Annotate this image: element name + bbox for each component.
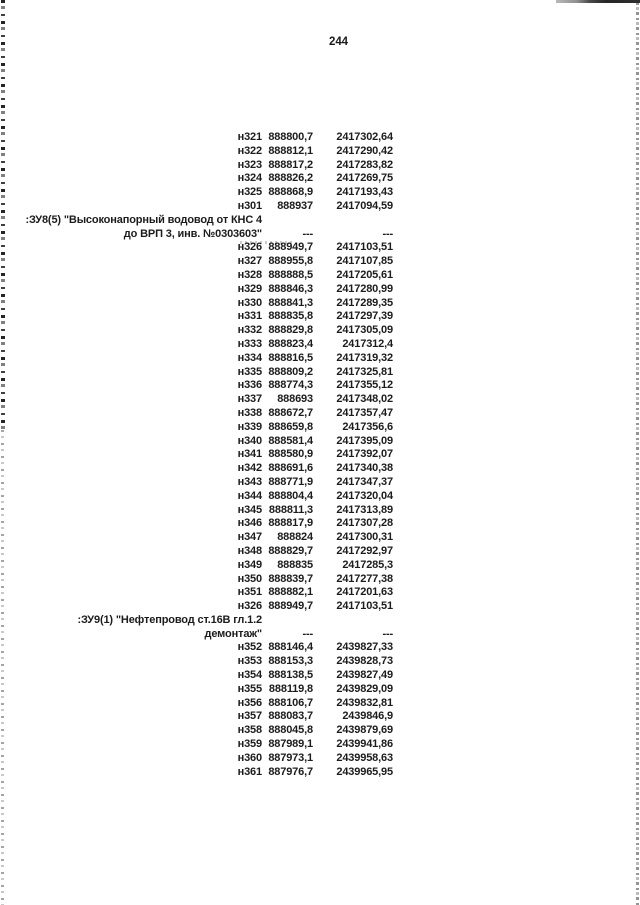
point-label: н350 bbox=[237, 572, 262, 585]
x-coordinate: 888809,2 bbox=[268, 365, 313, 378]
table-row bbox=[0, 214, 393, 242]
table-row bbox=[0, 614, 393, 642]
point-label: н349 bbox=[237, 558, 262, 571]
y-coordinate: 2417297,39 bbox=[336, 310, 393, 323]
table-row bbox=[0, 145, 393, 159]
x-coordinate: 888823,4 bbox=[268, 337, 313, 350]
x-coordinate: 888846,3 bbox=[268, 282, 313, 295]
table-row bbox=[0, 338, 393, 352]
point-label: н328 bbox=[237, 268, 262, 281]
point-label: н357 bbox=[237, 710, 262, 723]
y-coordinate: 2417313,89 bbox=[336, 503, 393, 516]
point-label: н332 bbox=[237, 324, 262, 337]
y-coordinate: 2417277,38 bbox=[336, 572, 393, 585]
y-coordinate: 2417312,4 bbox=[342, 337, 393, 350]
x-coordinate: 888949,7 bbox=[268, 600, 313, 613]
y-coordinate: 2417283,82 bbox=[336, 158, 393, 171]
table-row bbox=[0, 200, 393, 214]
point-label: н335 bbox=[237, 365, 262, 378]
x-coordinate: 888693 bbox=[277, 393, 313, 406]
point-label: н355 bbox=[237, 682, 262, 695]
x-coordinate: 887973,1 bbox=[268, 751, 313, 764]
x-coordinate: 888804,4 bbox=[268, 489, 313, 502]
point-label: н341 bbox=[237, 448, 262, 461]
y-coordinate: 2417319,32 bbox=[336, 351, 393, 364]
x-coordinate: --- bbox=[302, 227, 313, 240]
point-label: н327 bbox=[237, 255, 262, 268]
point-label: н333 bbox=[237, 337, 262, 350]
point-label: н359 bbox=[237, 738, 262, 751]
x-coordinate: 888835,8 bbox=[268, 310, 313, 323]
x-coordinate: 888659,8 bbox=[268, 420, 313, 433]
point-label: н301 bbox=[237, 199, 262, 212]
y-coordinate: 2417347,37 bbox=[336, 475, 393, 488]
point-label: н342 bbox=[237, 462, 262, 475]
y-coordinate: 2417094,59 bbox=[336, 199, 393, 212]
point-label: н338 bbox=[237, 406, 262, 419]
table-row bbox=[0, 738, 393, 752]
x-coordinate: 887989,1 bbox=[268, 738, 313, 751]
y-coordinate: --- bbox=[382, 227, 393, 240]
point-label: :ЗУ9(1) "Нефтепровод ст.16В гл.1.2 демонтаж" bbox=[77, 613, 262, 640]
point-label: н358 bbox=[237, 724, 262, 737]
y-coordinate: 2417340,38 bbox=[336, 462, 393, 475]
x-coordinate: 888937 bbox=[277, 199, 313, 212]
table-row bbox=[0, 407, 393, 421]
y-coordinate: 2439828,73 bbox=[336, 655, 393, 668]
table-row bbox=[0, 559, 393, 573]
x-coordinate: 888138,5 bbox=[268, 669, 313, 682]
y-coordinate: 2417285,3 bbox=[342, 558, 393, 571]
point-label: н360 bbox=[237, 751, 262, 764]
x-coordinate: 888888,5 bbox=[268, 268, 313, 281]
point-label: н321 bbox=[237, 131, 262, 143]
table-row bbox=[0, 283, 393, 297]
table-row bbox=[0, 352, 393, 366]
y-coordinate: 2417325,81 bbox=[336, 365, 393, 378]
table-row bbox=[0, 697, 393, 711]
y-coordinate: 2439827,33 bbox=[336, 641, 393, 654]
y-coordinate: 2417305,09 bbox=[336, 324, 393, 337]
y-coordinate: 2417348,02 bbox=[336, 393, 393, 406]
table-row bbox=[0, 448, 393, 462]
table-row bbox=[0, 435, 393, 449]
table-row bbox=[0, 655, 393, 669]
y-coordinate: 2439827,49 bbox=[336, 669, 393, 682]
point-label: н323 bbox=[237, 158, 262, 171]
x-coordinate: --- bbox=[302, 627, 313, 640]
y-coordinate: 2439829,09 bbox=[336, 682, 393, 695]
x-coordinate: 888955,8 bbox=[268, 255, 313, 268]
x-coordinate: 888106,7 bbox=[268, 696, 313, 709]
y-coordinate: 2417107,85 bbox=[336, 255, 393, 268]
table-row bbox=[0, 573, 393, 587]
y-coordinate: 2417392,07 bbox=[336, 448, 393, 461]
point-label: н326 bbox=[237, 241, 262, 254]
table-row bbox=[0, 586, 393, 600]
table-row bbox=[0, 172, 393, 186]
table-row bbox=[0, 752, 393, 766]
point-label: н325 bbox=[237, 186, 262, 199]
point-label: н344 bbox=[237, 489, 262, 502]
x-coordinate: 888816,5 bbox=[268, 351, 313, 364]
table-row bbox=[0, 379, 393, 393]
x-coordinate: 888826,2 bbox=[268, 172, 313, 185]
table-row bbox=[0, 462, 393, 476]
table-row bbox=[0, 724, 393, 738]
table-row bbox=[0, 241, 393, 255]
y-coordinate: 2439879,69 bbox=[336, 724, 393, 737]
x-coordinate: 888800,7 bbox=[268, 131, 313, 143]
y-coordinate: 2439965,95 bbox=[336, 765, 393, 778]
table-row bbox=[0, 310, 393, 324]
y-coordinate: 2417193,43 bbox=[336, 186, 393, 199]
table-row bbox=[0, 393, 393, 407]
table-row bbox=[0, 517, 393, 531]
point-label: :ЗУ8(5) "Высоконапорный водовод от КНС 4 до ВРП 3, инв. №0303603" bbox=[25, 213, 262, 240]
table-row bbox=[0, 490, 393, 504]
x-coordinate: 888868,9 bbox=[268, 186, 313, 199]
y-coordinate: 2417355,12 bbox=[336, 379, 393, 392]
x-coordinate: 888817,9 bbox=[268, 517, 313, 530]
table-row bbox=[0, 297, 393, 311]
page-number: 244 bbox=[329, 36, 348, 48]
x-coordinate: 888672,7 bbox=[268, 406, 313, 419]
x-coordinate: 888829,7 bbox=[268, 544, 313, 557]
point-label: н346 bbox=[237, 517, 262, 530]
x-coordinate: 888835 bbox=[277, 558, 313, 571]
x-coordinate: 888581,4 bbox=[268, 434, 313, 447]
table-row bbox=[0, 324, 393, 338]
point-label: н322 bbox=[237, 144, 262, 157]
y-coordinate: 2417205,61 bbox=[336, 268, 393, 281]
point-label: н329 bbox=[237, 282, 262, 295]
x-coordinate: 888774,3 bbox=[268, 379, 313, 392]
x-coordinate: 888146,4 bbox=[268, 641, 313, 654]
point-label: н339 bbox=[237, 420, 262, 433]
point-label: н345 bbox=[237, 503, 262, 516]
table-row bbox=[0, 131, 393, 145]
table-row bbox=[0, 766, 393, 780]
x-coordinate: 888817,2 bbox=[268, 158, 313, 171]
point-label: н347 bbox=[237, 531, 262, 544]
y-coordinate: 2417395,09 bbox=[336, 434, 393, 447]
x-coordinate: 888153,3 bbox=[268, 655, 313, 668]
point-label: н331 bbox=[237, 310, 262, 323]
table-row bbox=[0, 641, 393, 655]
y-coordinate: 2417307,28 bbox=[336, 517, 393, 530]
x-coordinate: 888812,1 bbox=[268, 144, 313, 157]
point-label: н354 bbox=[237, 669, 262, 682]
table-row bbox=[0, 255, 393, 269]
point-label: н334 bbox=[237, 351, 262, 364]
point-label: н352 bbox=[237, 641, 262, 654]
y-coordinate: 2417289,35 bbox=[336, 296, 393, 309]
table-row bbox=[0, 669, 393, 683]
x-coordinate: 888045,8 bbox=[268, 724, 313, 737]
point-label: н326 bbox=[237, 600, 262, 613]
y-coordinate: 2417300,31 bbox=[336, 531, 393, 544]
point-label: н336 bbox=[237, 379, 262, 392]
y-coordinate: 2439958,63 bbox=[336, 751, 393, 764]
table-row bbox=[0, 159, 393, 173]
y-coordinate: 2417103,51 bbox=[336, 600, 393, 613]
point-label: н340 bbox=[237, 434, 262, 447]
point-label: н361 bbox=[237, 765, 262, 778]
x-coordinate: 888882,1 bbox=[268, 586, 313, 599]
y-coordinate: 2417201,63 bbox=[336, 586, 393, 599]
x-coordinate: 887976,7 bbox=[268, 765, 313, 778]
y-coordinate: 2417320,04 bbox=[336, 489, 393, 502]
table-row bbox=[0, 600, 393, 614]
table-row bbox=[0, 186, 393, 200]
x-coordinate: 888949,7 bbox=[268, 241, 313, 254]
x-coordinate: 888839,7 bbox=[268, 572, 313, 585]
x-coordinate: 888083,7 bbox=[268, 710, 313, 723]
coordinate-table bbox=[0, 131, 393, 779]
point-label: н324 bbox=[237, 172, 262, 185]
x-coordinate: 888824 bbox=[277, 531, 313, 544]
table-row bbox=[0, 504, 393, 518]
x-coordinate: 888580,9 bbox=[268, 448, 313, 461]
point-label: н351 bbox=[237, 586, 262, 599]
table-row bbox=[0, 683, 393, 697]
x-coordinate: 888691,6 bbox=[268, 462, 313, 475]
point-label: н330 bbox=[237, 296, 262, 309]
table-row bbox=[0, 531, 393, 545]
x-coordinate: 888841,3 bbox=[268, 296, 313, 309]
point-label: н343 bbox=[237, 475, 262, 488]
table-row bbox=[0, 421, 393, 435]
scan-artifact-right-edge bbox=[636, 3, 639, 905]
table-row bbox=[0, 545, 393, 559]
scan-artifact-top-edge-line bbox=[556, 0, 640, 3]
point-label: н337 bbox=[237, 393, 262, 406]
y-coordinate: 2417302,64 bbox=[336, 131, 393, 143]
y-coordinate: 2439846,9 bbox=[342, 710, 393, 723]
y-coordinate: 2417280,99 bbox=[336, 282, 393, 295]
y-coordinate: 2439832,81 bbox=[336, 696, 393, 709]
y-coordinate: 2417290,42 bbox=[336, 144, 393, 157]
y-coordinate: 2439941,86 bbox=[336, 738, 393, 751]
table-row bbox=[0, 710, 393, 724]
y-coordinate: 2417357,47 bbox=[336, 406, 393, 419]
x-coordinate: 888771,9 bbox=[268, 475, 313, 488]
point-label: н353 bbox=[237, 655, 262, 668]
table-row bbox=[0, 476, 393, 490]
x-coordinate: 888829,8 bbox=[268, 324, 313, 337]
y-coordinate: 2417356,6 bbox=[342, 420, 393, 433]
x-coordinate: 888811,3 bbox=[268, 503, 313, 516]
y-coordinate: 2417292,97 bbox=[336, 544, 393, 557]
point-label: н356 bbox=[237, 696, 262, 709]
x-coordinate: 888119,8 bbox=[268, 682, 313, 695]
table-row bbox=[0, 269, 393, 283]
y-coordinate: --- bbox=[382, 627, 393, 640]
y-coordinate: 2417269,75 bbox=[336, 172, 393, 185]
table-row bbox=[0, 366, 393, 380]
point-label: н348 bbox=[237, 544, 262, 557]
y-coordinate: 2417103,51 bbox=[336, 241, 393, 254]
